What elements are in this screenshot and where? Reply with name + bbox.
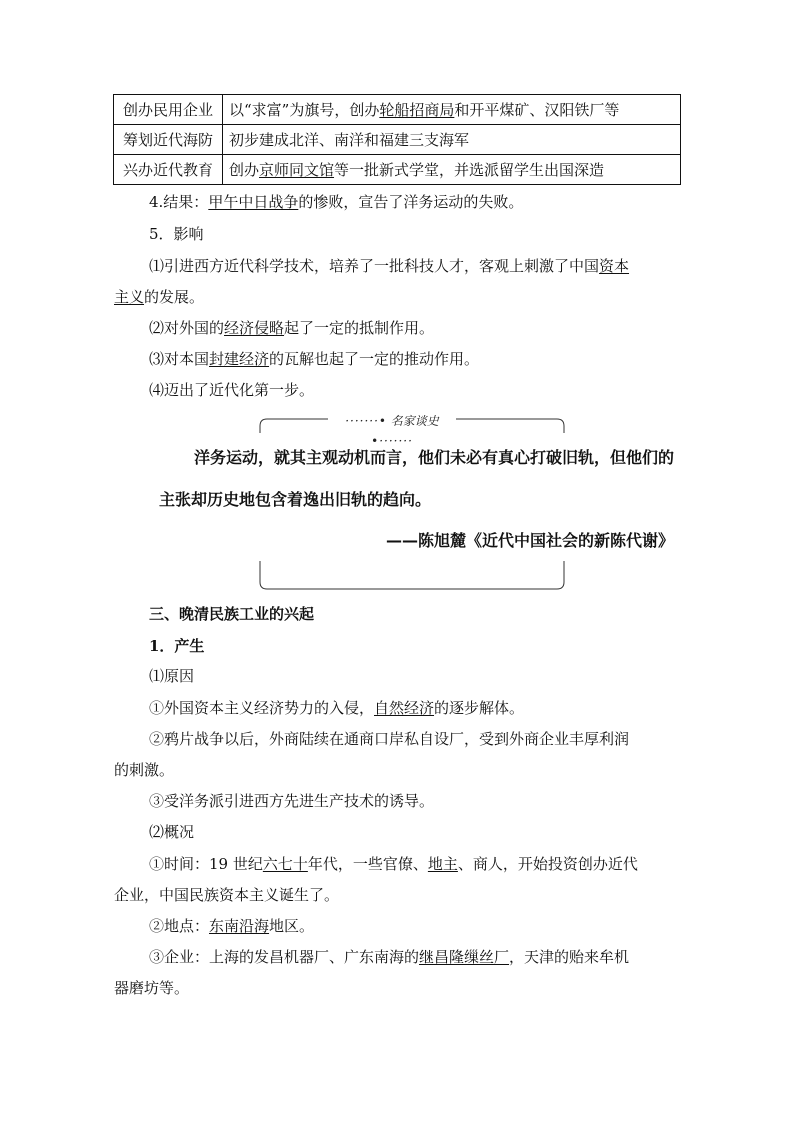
impact-p1-cont: 主义的发展。: [114, 288, 205, 306]
reason-3: ③受洋务派引进西方先进生产技术的诱导。: [149, 792, 435, 810]
overview-2: ②地点：东南沿海地区。: [149, 917, 315, 935]
impact-p4: ⑷迈出了近代化第一步。: [149, 381, 315, 399]
table-row: [114, 95, 681, 125]
reason-2: ②鸦片战争以后，外商陆续在通商口岸私自设厂，受到外商企业丰厚利润: [149, 730, 630, 748]
overview-3-cont: 器磨坊等。: [114, 979, 190, 997]
quote-line-2: 主张却历史地包含着逸出旧轨的趋向。: [159, 490, 432, 509]
yangwu-table: [113, 94, 681, 185]
overview-3: ③企业：上海的发昌机器厂、广东南海的继昌隆缫丝厂，天津的贻来牟机: [149, 948, 630, 966]
impact-p1: ⑴引进西方近代科学技术，培养了一批科技人才，客观上刺激了中国资本: [149, 257, 630, 275]
table-row: [114, 125, 681, 155]
table-label: 筹划近代海防: [114, 125, 223, 155]
table-row: [114, 155, 681, 185]
quote-line-1: 洋务运动，就其主观动机而言，他们未必有真心打破旧轨，但他们的: [194, 448, 675, 467]
section-3-heading: 三、晚清民族工业的兴起: [149, 605, 315, 623]
result-line: 4.结果：甲午中日战争的惨败，宣告了洋务运动的失败。: [149, 193, 524, 211]
table-content: 以“求富”为旗号，创办轮船招商局和开平煤矿、汉阳铁厂等: [223, 95, 681, 125]
overview-heading: ⑵概况: [149, 823, 195, 841]
quote-source: ——陈旭麓《近代中国社会的新陈代谢》: [386, 531, 675, 550]
table-content: 初步建成北洋、南洋和福建三支海军: [223, 125, 681, 155]
famous-quote-badge: ·······• 名家谈史 •·······: [328, 411, 456, 431]
table-content: 创办京师同文馆等一批新式学堂，并选派留学生出国深造: [223, 155, 681, 185]
quote-frame-bottom: [259, 560, 565, 590]
reason-heading: ⑴原因: [149, 667, 195, 685]
reason-1: ①外国资本主义经济势力的入侵，自然经济的逐步解体。: [149, 699, 525, 717]
impact-p3: ⑶对本国封建经济的瓦解也起了一定的推动作用。: [149, 350, 480, 368]
table-label: 兴办近代教育: [114, 155, 223, 185]
impact-heading: 5．影响: [149, 225, 204, 243]
overview-1-cont: 企业，中国民族资本主义诞生了。: [114, 886, 340, 904]
reason-2-cont: 的刺激。: [114, 761, 175, 779]
overview-1: ①时间：19 世纪六七十年代，一些官僚、地主、商人，开始投资创办近代: [149, 855, 638, 873]
origin-heading: 1．产生: [149, 637, 205, 655]
impact-p2: ⑵对外国的经济侵略起了一定的抵制作用。: [149, 319, 435, 337]
table-label: 创办民用企业: [114, 95, 223, 125]
